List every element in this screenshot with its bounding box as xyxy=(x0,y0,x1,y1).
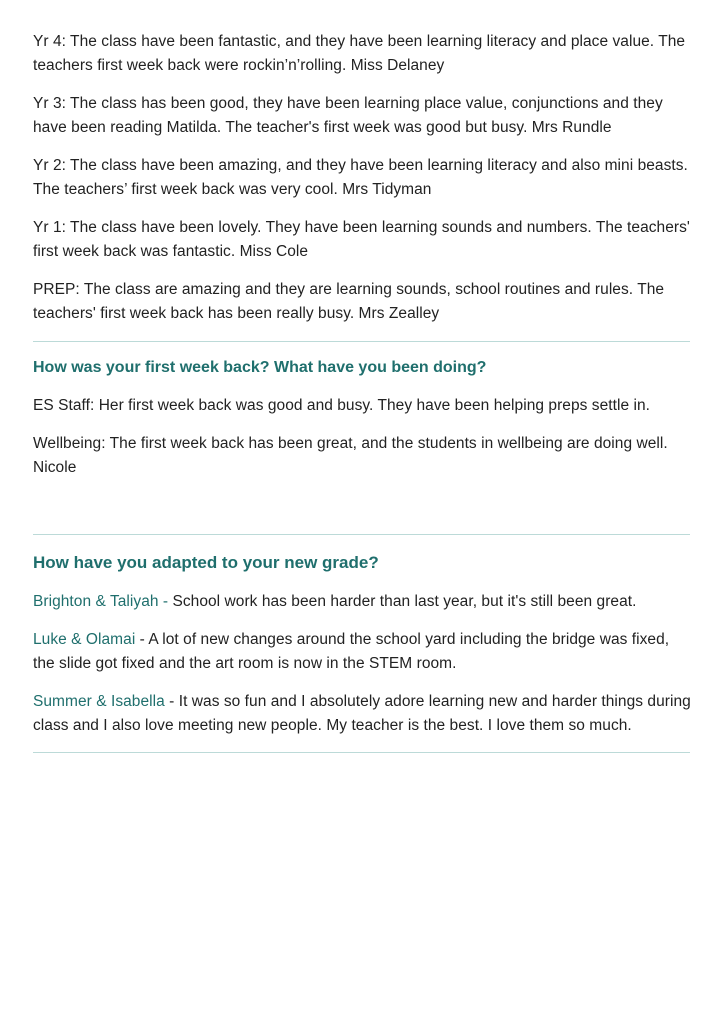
staff-section xyxy=(33,342,691,480)
student-names: Brighton & Taliyah - xyxy=(33,593,169,610)
staff-section-heading: How was your first week back? What have you been doing? xyxy=(33,359,487,376)
class-update-yr4: Yr 4: The class have been fantastic, and they have been learning literacy and place value. The teachers first week back were rockin’n’rolling. Miss Delaney xyxy=(33,33,686,74)
grade-item xyxy=(33,628,691,676)
student-names: Summer & Isabella xyxy=(33,693,165,710)
class-update-prep: PREP: The class are amazing and they are learning sounds, school routines and rules. The teachers' first week back has been really busy. Mrs Zealley xyxy=(33,281,665,322)
class-update-yr1: Yr 1: The class have been lovely. They have been learning sounds and numbers. The teachers' first week back was fantastic. Miss Cole xyxy=(33,219,690,260)
staff-item-wellbeing: Wellbeing: The first week back has been great, and the students in wellbeing are doing well. Nicole xyxy=(33,435,668,476)
grade-section-heading: How have you adapted to your new grade? xyxy=(33,553,379,572)
grade-section xyxy=(33,535,691,738)
grade-item xyxy=(33,690,691,738)
class-update-yr3: Yr 3: The class has been good, they have been learning place value, conjunctions and they have been reading Matilda. The teacher's first week was good but busy. Mrs Rundle xyxy=(33,95,663,136)
class-updates-section xyxy=(33,30,691,326)
class-update-yr2: Yr 2: The class have been amazing, and they have been learning literacy and also mini beasts. The teachers’ first week back was very cool. Mrs Tidyman xyxy=(33,157,688,198)
section-divider xyxy=(33,752,690,753)
grade-item xyxy=(33,590,691,614)
student-comment: School work has been harder than last year, but it's still been great. xyxy=(168,593,637,610)
student-comment: - A lot of new changes around the school yard including the bridge was fixed, the slide got fixed and the art room is now in the STEM room. xyxy=(33,631,670,672)
student-names: Luke & Olamai xyxy=(33,631,136,648)
staff-item-es: ES Staff: Her first week back was good and busy. They have been helping preps settle in. xyxy=(33,397,651,414)
student-comment: - It was so fun and I absolutely adore learning new and harder things during class and I also love meeting new people. My teacher is the best. I love them so much. xyxy=(33,693,691,734)
